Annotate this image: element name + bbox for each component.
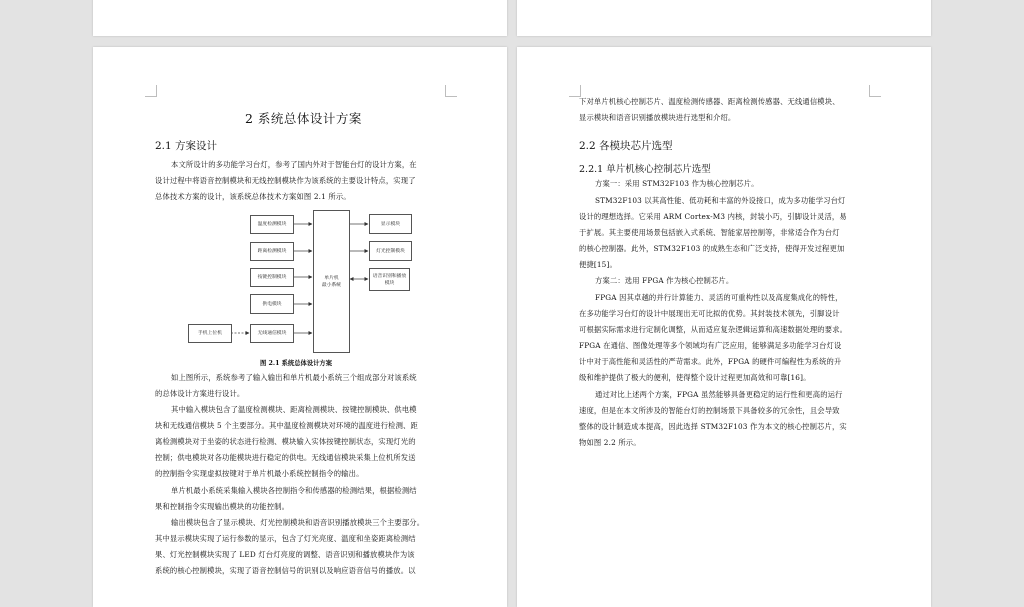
paragraph-line: 速度，但是在本文所涉及的智能台灯的控制场景下具备较多的冗余性，且会导致 — [579, 406, 840, 415]
margin-corner-mark — [569, 85, 581, 97]
paragraph-line: 的控制指令实现虚拟按键对于单片机最小系统控制指令的输出。 — [155, 469, 364, 478]
diagram-box-display: 显示模块 — [369, 214, 412, 234]
diagram-box-wireless: 无线通信模块 — [250, 324, 294, 343]
chapter-title: 2 系统总体设计方案 — [245, 111, 362, 126]
paragraph-line: 控制；供电模块对各功能模块进行稳定的供电。无线通信模块采集上位机所发送 — [155, 453, 416, 462]
paragraph-line: 设计过程中将语音控制模块和无线控制模块作为该系统的主要设计特点，实现了 — [155, 176, 416, 185]
paragraph-line: 整体的设计制造成本提高，因此选择 STM32F103 作为本文的核心控制芯片，实 — [579, 422, 847, 431]
diagram-box-host: 手机上位机 — [188, 324, 232, 343]
section-title: 2.2 各模块芯片选型 — [579, 140, 673, 152]
paragraph-line: 本文所设计的多功能学习台灯，参考了国内外对于智能台灯的设计方案，在 — [171, 160, 417, 169]
paragraph-line: 便捷[15]。 — [579, 260, 617, 269]
diagram-box-power: 供电模块 — [250, 294, 294, 314]
paragraph-line: 物如图 2.2 所示。 — [579, 438, 641, 447]
paragraph-line: 其中显示模块实现了运行参数的显示，包含了灯光亮度、温度和坐姿距离检测结 — [155, 534, 416, 543]
paragraph-line: 下对单片机核心控制芯片、温度检测传感器、距离检测传感器、无线通信模块、 — [579, 97, 840, 106]
paragraph-line: 总体技术方案的设计，该系统总体技术方案如图 2.1 所示。 — [155, 192, 351, 201]
paragraph-line: 级和维护提供了极大的便利，使得整个设计过程更加高效和可靠[16]。 — [579, 373, 811, 382]
paragraph-line: FPGA 因其卓越的并行计算能力、灵活的可重构性以及高度集成化的特性， — [595, 293, 843, 302]
margin-corner-mark — [869, 85, 881, 97]
paragraph-line: 输出模块包含了显示模块、灯光控制模块和语音识别播放模块三个主要部分。 — [171, 518, 425, 527]
diagram-box-mcu — [313, 210, 350, 353]
paragraph-line: 果、灯光控制模块实现了 LED 灯台灯亮度的调整、语音识别和播放模块作为该 — [155, 550, 415, 559]
paragraph-line: 在多功能学习台灯的设计中展现出无可比拟的优势。其封装技术领先，引脚设计 — [579, 309, 840, 318]
paragraph-line: 单片机最小系统采集输入模块各控制指令和传感器的检测结果，根据检测结 — [171, 486, 417, 495]
subsection-title: 2.2.1 单片机核心控制芯片选型 — [579, 164, 711, 175]
mcu-label-line: 最小系统 — [321, 282, 342, 288]
diagram-arrows — [93, 47, 507, 377]
paragraph-line: 计中对于高性能和灵活性的严苛需求。此外，FPGA 的硬件可编程性为系统的升 — [579, 357, 842, 366]
paragraph-line: 的核心控制器。此外，STM32F103 的成熟生态和广泛支持，使得开发过程更加 — [579, 244, 845, 253]
document-page-left — [93, 47, 507, 607]
previous-page-left — [93, 0, 507, 36]
paragraph-line: 系统的核心控制模块，实现了语音控制信号的识别以及响应语音信号的播放。以 — [155, 566, 416, 575]
paragraph-line: 显示模块和语音识别播放模块进行选型和介绍。 — [579, 113, 736, 122]
mcu-label-line: 单片机 — [324, 275, 339, 281]
diagram-box-temperature: 温度检测模块 — [250, 215, 294, 234]
paragraph-line: 于扩展。其主要使用场景包括嵌入式系统、智能家居控制等，非常适合作为台灯 — [579, 228, 840, 237]
paragraph-line: 果和控制指令实现输出模块的功能控制。 — [155, 502, 290, 511]
paragraph-line: 如上图所示，系统参考了输入输出和单片机最小系统三个组成部分对该系统 — [171, 373, 417, 382]
paragraph-line: 方案一：采用 STM32F103 作为核心控制芯片。 — [595, 179, 759, 188]
paragraph-line: 的总体设计方案进行设计。 — [155, 389, 245, 398]
paragraph-line: 块和无线通信模块 5 个主要部分。其中温度检测模块对环境的温度进行检测、距 — [155, 421, 418, 430]
paragraph-line: 其中输入模块包含了温度检测模块、距离检测模块、按键控制模块、供电模 — [171, 405, 417, 414]
section-title: 2.1 方案设计 — [155, 140, 218, 152]
paragraph-line: FPGA 在通信、图像处理等多个领域均有广泛应用，能够满足多功能学习台灯设 — [579, 341, 842, 350]
diagram-box-light: 灯光控制模块 — [369, 241, 412, 261]
paragraph-line: STM32F103 以其高性能、低功耗和丰富的外设接口，成为多功能学习台灯 — [595, 196, 846, 205]
diagram-box-distance: 距离检测模块 — [250, 242, 294, 261]
figure-caption: 图 2.1 系统总体设计方案 — [260, 360, 333, 367]
diagram-box-button: 按键控制模块 — [250, 268, 294, 287]
previous-page-right — [517, 0, 931, 36]
document-page-right — [517, 47, 931, 607]
paragraph-line: 方案二：选用 FPGA 作为核心控制芯片。 — [595, 276, 734, 285]
paragraph-line: 通过对比上述两个方案，FPGA 虽然能够具备更稳定的运行性和更高的运行 — [595, 390, 843, 399]
paragraph-line: 可根据实际需求进行定制化调整，从而适应复杂逻辑运算和高速数据处理的要求。 — [579, 325, 848, 334]
diagram-box-voice: 语音识别和播放模块 — [369, 268, 410, 291]
paragraph-line: 设计的理想选择。它采用 ARM Cortex-M3 内核，封装小巧，引脚设计灵活，易 — [579, 212, 847, 221]
paragraph-line: 离检测模块对于坐姿的状态进行检测、模块输入实体按键控制状态，实现灯光的 — [155, 437, 416, 446]
